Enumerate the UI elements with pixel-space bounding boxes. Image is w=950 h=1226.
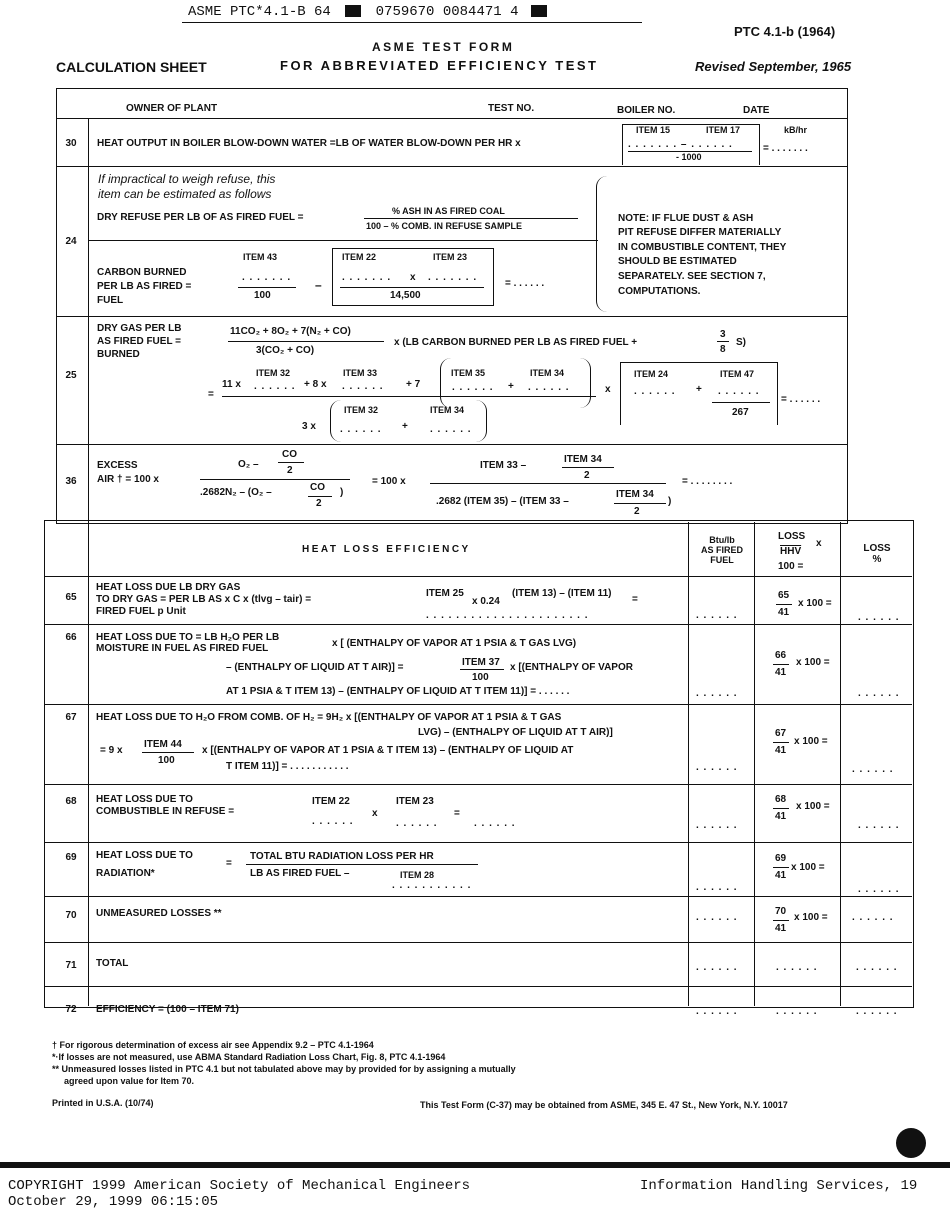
boiler-no-label: BOILER NO. bbox=[617, 105, 676, 116]
loss-pct-column-divider bbox=[840, 522, 841, 1006]
row68-frac-line bbox=[773, 808, 789, 809]
row25-dots-34b: . . . . . . bbox=[430, 424, 472, 435]
row-line bbox=[44, 576, 912, 577]
row24-note3: IN COMBUSTIBLE CONTENT, THEY bbox=[618, 242, 787, 253]
row-line bbox=[44, 842, 912, 843]
row70-x100: x 100 = bbox=[794, 912, 828, 923]
row66-x100: x 100 = bbox=[796, 657, 830, 668]
row25-eq: = bbox=[208, 389, 214, 400]
row25-dots-35: . . . . . . bbox=[452, 382, 494, 393]
row69-eq: = bbox=[226, 858, 232, 869]
row-line bbox=[44, 704, 912, 705]
loss-header-title: HEAT LOSS EFFICIENCY bbox=[302, 544, 471, 555]
row36-two3: 2 bbox=[584, 470, 590, 481]
row25-plus: + bbox=[508, 381, 514, 392]
row-number-36: 36 bbox=[65, 476, 77, 487]
revised-date: Revised September, 1965 bbox=[695, 59, 852, 74]
row25-l2: AS FIRED FUEL = bbox=[97, 336, 181, 347]
row24-note5: SEPARATELY. SEE SECTION 7, bbox=[618, 271, 766, 282]
loss-pct-header-2: % bbox=[872, 554, 882, 565]
row69-frac-d: 41 bbox=[775, 870, 787, 881]
loss-hhv-header-x: x bbox=[816, 538, 822, 549]
row25-paren-right bbox=[580, 358, 591, 408]
row25-dots-24: . . . . . . bbox=[634, 386, 676, 397]
row69-item28: ITEM 28 bbox=[400, 870, 435, 880]
row-number-30: 30 bbox=[65, 138, 77, 149]
row-number-24: 24 bbox=[65, 236, 77, 247]
form-title-line2: FOR ABBREVIATED EFFICIENCY TEST bbox=[280, 58, 599, 73]
row25-item35: ITEM 35 bbox=[451, 368, 486, 378]
row24-carbon2: PER LB AS FIRED = bbox=[97, 281, 192, 292]
row25-l1: DRY GAS PER LB bbox=[97, 323, 182, 334]
row-number-67: 67 bbox=[65, 712, 77, 723]
row30-dots: . . . . . . . – . . . . . . bbox=[628, 139, 733, 150]
row36-co2: CO bbox=[310, 482, 325, 493]
row66-l1: HEAT LOSS DUE TO = LB H₂O PER LB bbox=[96, 632, 280, 643]
row30-denominator: - 1000 bbox=[676, 152, 702, 162]
row68-l1: HEAT LOSS DUE TO bbox=[96, 794, 193, 805]
row67-item44: ITEM 44 bbox=[144, 739, 182, 750]
row25-item32b: ITEM 32 bbox=[344, 405, 379, 415]
row25-paren-left bbox=[440, 358, 451, 408]
row68-eq: = bbox=[454, 808, 460, 819]
footnote-2: *·If losses are not measured, use ABMA Standard Radiation Loss Chart, Fig. 8, PTC 4.1-1964 bbox=[52, 1052, 446, 1062]
btu-header-line2: AS FIRED bbox=[700, 545, 743, 555]
row24-pct-comb: 100 – % COMB. IN REFUSE SAMPLE bbox=[366, 221, 523, 231]
row24-note-paren bbox=[596, 176, 607, 312]
row67-frac-d: 41 bbox=[775, 745, 787, 756]
row67-frac-line2 bbox=[773, 742, 789, 743]
btu-header-line1: Btu/lb bbox=[709, 535, 735, 545]
owner-of-plant-label: OWNER OF PLANT bbox=[126, 103, 218, 114]
loss-hhv-header-2: $\overline{HHV}$ bbox=[780, 546, 802, 557]
row25-c7: + 7 bbox=[406, 379, 421, 390]
row65-frac-line bbox=[776, 604, 792, 605]
row68-x100: x 100 = bbox=[796, 801, 830, 812]
row-number-68: 68 bbox=[65, 796, 77, 807]
row66-l3: – (ENTHALPY OF LIQUID AT T AIR)] = bbox=[226, 662, 404, 673]
row67-l1: HEAT LOSS DUE TO H₂O FROM COMB. OF H₂ = 9H₂ x [(ENTHALPY OF VAPOR AT 1 PSIA & T GAS bbox=[96, 712, 562, 723]
row69-num-text: TOTAL BTU RADIATION LOSS PER HR bbox=[250, 851, 434, 862]
row36-main-line2 bbox=[430, 483, 666, 484]
row65-btu-dots: . . . . . . bbox=[696, 610, 738, 621]
row24-item23: ITEM 23 bbox=[433, 252, 468, 262]
row25-dots-33: . . . . . . bbox=[342, 381, 384, 392]
row67-l3b: x [(ENTHALPY OF VAPOR AT 1 PSIA & T ITEM 13) – (ENTHALPY OF LIQUID AT bbox=[202, 745, 574, 756]
footer-datetime: October 29, 1999 06:15:05 bbox=[8, 1194, 219, 1210]
row25-267: 267 bbox=[732, 407, 749, 418]
date-label: DATE bbox=[743, 105, 770, 116]
row36-item34: ITEM 34 bbox=[564, 454, 602, 465]
row70-frac-line bbox=[773, 920, 789, 921]
btu-column-divider bbox=[688, 522, 689, 1006]
row70-text: UNMEASURED LOSSES ** bbox=[96, 908, 222, 919]
row70-frac-n: 70 bbox=[775, 906, 787, 917]
row36-two2: 2 bbox=[316, 498, 322, 509]
row24-note4: SHOULD BE ESTIMATED bbox=[618, 256, 737, 267]
row25-item33: ITEM 33 bbox=[343, 368, 378, 378]
black-block-icon bbox=[531, 5, 547, 17]
row66-l4: AT 1 PSIA & T ITEM 13) – (ENTHALPY OF LIQUID AT T ITEM 11)] = . . . . . . bbox=[226, 686, 570, 697]
row65-x100: x 100 = bbox=[798, 598, 832, 609]
row25-dots-32: . . . . . . bbox=[254, 381, 296, 392]
row-number-71: 71 bbox=[65, 960, 77, 971]
row24-dots-item43: . . . . . . . bbox=[242, 272, 292, 283]
ptc-ref: PTC 4.1-b (1964) bbox=[734, 24, 836, 39]
row66-frac-line2 bbox=[773, 664, 789, 665]
row69-btu-dots: . . . . . . bbox=[696, 882, 738, 893]
row36-item34-line bbox=[562, 467, 614, 468]
row24-fraction-line-43 bbox=[238, 287, 296, 288]
row25-c8: + 8 x bbox=[304, 379, 327, 390]
row25-item24: ITEM 24 bbox=[634, 369, 669, 379]
row36-item34b: ITEM 34 bbox=[616, 489, 654, 500]
row69-l2: RADIATION* bbox=[96, 868, 155, 879]
row24-item43: ITEM 43 bbox=[243, 252, 278, 262]
row36-main-line bbox=[200, 479, 350, 480]
row66-l3b: x [(ENTHALPY OF VAPOR bbox=[510, 662, 633, 673]
row24-dots-item23: . . . . . . . bbox=[428, 272, 478, 283]
row25-dots-47: . . . . . . bbox=[718, 386, 760, 397]
row72-mid-dots: . . . . . . bbox=[776, 1006, 818, 1017]
doc-code-number: 0759670 0084471 4 bbox=[375, 4, 519, 20]
row25-item34: ITEM 34 bbox=[530, 368, 565, 378]
row68-item22: ITEM 22 bbox=[312, 796, 350, 807]
row68-dots-22: . . . . . . bbox=[312, 816, 354, 827]
row25-paren-left2 bbox=[330, 400, 341, 442]
row25-paren-right2 bbox=[476, 400, 487, 442]
row66-item37: ITEM 37 bbox=[462, 657, 500, 668]
row70-pct-dots: . . . . . . bbox=[852, 912, 894, 923]
row24-pct-ash: % ASH IN AS FIRED COAL bbox=[392, 206, 505, 216]
row24-dry-refuse: DRY REFUSE PER LB OF AS FIRED FUEL = bbox=[97, 212, 304, 223]
row24-note6: COMPUTATIONS. bbox=[618, 286, 701, 297]
row25-frac38-num: 3 bbox=[720, 329, 726, 340]
row65-l2: TO DRY GAS = PER LB AS x C x (tlvg – tair) = bbox=[96, 594, 312, 605]
row25-frac38-den: 8 bbox=[720, 344, 726, 355]
row68-frac-n: 68 bbox=[775, 794, 787, 805]
row72-pct-dots: . . . . . . bbox=[856, 1006, 898, 1017]
row24-note2: PIT REFUSE DIFFER MATERIALLY bbox=[618, 227, 782, 238]
number-column-divider bbox=[88, 118, 89, 1006]
printed-in: Printed in U.S.A. (10/74) bbox=[52, 1098, 154, 1108]
header-rule bbox=[182, 22, 642, 23]
row36-co2-line bbox=[308, 496, 332, 497]
row68-times: x bbox=[372, 808, 378, 819]
row-line bbox=[44, 986, 912, 987]
row66-btu-dots: . . . . . . bbox=[696, 688, 738, 699]
row24-times: x bbox=[410, 272, 416, 283]
row25-dots-32b: . . . . . . bbox=[340, 424, 382, 435]
row-line bbox=[56, 166, 848, 167]
row-line bbox=[44, 942, 912, 943]
form-title-line1: ASME TEST FORM bbox=[372, 40, 515, 54]
footer-ihs: Information Handling Services, 19 bbox=[640, 1178, 918, 1194]
row71-pct-dots: . . . . . . bbox=[856, 962, 898, 973]
row70-frac-d: 41 bbox=[775, 923, 787, 934]
test-no-label: TEST NO. bbox=[488, 103, 535, 114]
loss-pct-header-1: LOSS bbox=[863, 543, 891, 554]
row-line bbox=[56, 316, 848, 317]
row65-eq: = bbox=[632, 594, 638, 605]
row69-den-text: LB AS FIRED FUEL – bbox=[250, 868, 350, 879]
row24-14500: 14,500 bbox=[390, 290, 421, 301]
row25-frac38-line bbox=[717, 341, 729, 342]
loss-hhv-header-3: 100 = bbox=[778, 561, 804, 572]
row36-l1: EXCESS bbox=[97, 460, 138, 471]
row24-note1: NOTE: IF FLUE DUST & ASH bbox=[618, 213, 754, 224]
row25-c3: 3 x bbox=[302, 421, 316, 432]
row25-dots-34: . . . . . . bbox=[528, 382, 570, 393]
row-line bbox=[44, 624, 912, 625]
doc-code-text: ASME PTC*4.1-B 64 bbox=[188, 4, 331, 20]
row24-inner-line bbox=[88, 240, 598, 241]
row67-frac-line bbox=[142, 752, 194, 753]
row68-pct-dots: . . . . . . bbox=[858, 820, 900, 831]
row30-text: HEAT OUTPUT IN BOILER BLOW-DOWN WATER =LB OF WATER BLOW-DOWN PER HR x bbox=[97, 138, 521, 149]
btu-header-line3: FUEL bbox=[710, 555, 734, 565]
row65-l1: HEAT LOSS DUE LB DRY GAS bbox=[96, 582, 241, 593]
row36-l2: AIR † = 100 x bbox=[97, 474, 159, 485]
row36-den2-close: ) bbox=[668, 496, 672, 507]
row67-l2: LVG) – (ENTHALPY OF LIQUID AT T AIR)] bbox=[418, 727, 613, 738]
row24-note-italic2: item can be estimated as follows bbox=[98, 187, 272, 201]
row-number-66: 66 bbox=[65, 632, 77, 643]
row69-x100: x 100 = bbox=[791, 862, 825, 873]
row65-frac-d: 41 bbox=[778, 607, 790, 618]
row-line bbox=[44, 896, 912, 897]
row65-l3: FIRED FUEL p Unit bbox=[96, 606, 186, 617]
row70-btu-dots: . . . . . . bbox=[696, 912, 738, 923]
row69-frac-line2 bbox=[773, 867, 789, 868]
row25-tail-s: S) bbox=[736, 337, 746, 348]
row65-item25: ITEM 25 bbox=[426, 588, 464, 599]
calculation-sheet-label: CALCULATION SHEET bbox=[56, 59, 207, 75]
row68-l2: COMBUSTIBLE IN REFUSE = bbox=[96, 806, 235, 817]
row36-den-close: ) bbox=[340, 487, 344, 498]
row66-l1b: x [ (ENTHALPY OF VAPOR AT 1 PSIA & T GAS LVG) bbox=[332, 638, 577, 649]
row-number-69: 69 bbox=[65, 852, 77, 863]
row68-dots-23: . . . . . . bbox=[396, 818, 438, 829]
row65-frac-n: 65 bbox=[778, 590, 790, 601]
row36-o2: O₂ – bbox=[238, 459, 259, 470]
row72-text: EFFICIENCY = (100 – ITEM 71) bbox=[96, 1004, 239, 1015]
row25-times: x bbox=[605, 384, 611, 395]
row36-two4: 2 bbox=[634, 506, 640, 517]
row-line bbox=[44, 784, 912, 785]
row66-pct-dots: . . . . . . bbox=[858, 688, 900, 699]
row66-frac-line bbox=[460, 669, 504, 670]
row24-fraction-line-14500 bbox=[340, 287, 484, 288]
row72-btu-dots: . . . . . . bbox=[696, 1006, 738, 1017]
row67-l3a: = 9 x bbox=[100, 745, 123, 756]
obtain-from: This Test Form (C-37) may be obtained from ASME, 345 E. 47 St., New York, N.Y. 10017 bbox=[420, 1100, 788, 1110]
row25-item47: ITEM 47 bbox=[720, 369, 755, 379]
row36-co-line bbox=[278, 462, 304, 463]
row24-item22: ITEM 22 bbox=[342, 252, 377, 262]
row68-btu-dots: . . . . . . bbox=[696, 820, 738, 831]
row69-l1: HEAT LOSS DUE TO bbox=[96, 850, 193, 861]
row30-result: = . . . . . . . bbox=[763, 143, 808, 154]
row24-note-italic1: If impractical to weigh refuse, this bbox=[98, 172, 276, 186]
row36-item34b-line bbox=[614, 503, 666, 504]
row30-item15: ITEM 15 bbox=[636, 125, 671, 135]
row71-text: TOTAL bbox=[96, 958, 129, 969]
footnote-4: agreed upon value for Item 70. bbox=[64, 1076, 195, 1086]
row25-num-expr: 11CO₂ + 8O₂ + 7(N₂ + CO) bbox=[230, 326, 351, 337]
row25-c11: 11 x bbox=[222, 379, 241, 390]
row-number-65: 65 bbox=[65, 592, 77, 603]
row69-frac-line bbox=[246, 864, 478, 865]
row68-item23: ITEM 23 bbox=[396, 796, 434, 807]
row36-co: CO bbox=[282, 449, 297, 460]
row24-result: = . . . . . . bbox=[505, 278, 545, 289]
row66-l2: MOISTURE IN FUEL AS FIRED FUEL bbox=[96, 643, 269, 654]
row25-den-expr: 3(CO₂ + CO) bbox=[256, 345, 315, 356]
row69-dots: . . . . . . . . . . . bbox=[392, 880, 472, 891]
loss-pct-header bbox=[842, 543, 912, 565]
row25-item34b: ITEM 34 bbox=[430, 405, 465, 415]
row69-frac-n: 69 bbox=[775, 853, 787, 864]
row24-hundred: 100 bbox=[254, 290, 271, 301]
row24-fraction-line bbox=[364, 218, 578, 219]
row30-item17: ITEM 17 bbox=[706, 125, 741, 135]
scan-edge-bar bbox=[0, 1162, 950, 1168]
footer-copyright: COPYRIGHT 1999 American Society of Mechanical Engineers bbox=[8, 1178, 471, 1194]
footnote-3: ** Unmeasured losses listed in PTC 4.1 but not tabulated above may by provided for by assigning a mutually bbox=[52, 1064, 516, 1074]
row66-h100: 100 bbox=[472, 672, 489, 683]
row36-result: = . . . . . . . . bbox=[682, 476, 733, 487]
row69-pct-dots: . . . . . . bbox=[858, 884, 900, 895]
row36-eq100: = 100 x bbox=[372, 476, 406, 487]
row-number-72: 72 bbox=[65, 1004, 77, 1015]
row67-frac-n: 67 bbox=[775, 728, 787, 739]
row36-den: .2682N₂ – (O₂ – bbox=[200, 487, 272, 498]
row67-h100: 100 bbox=[158, 755, 175, 766]
row-line bbox=[56, 444, 848, 445]
row67-btu-dots: . . . . . . bbox=[696, 762, 738, 773]
loss-hhv-header-1: LOSS bbox=[778, 531, 806, 542]
row67-pct-dots: . . . . . . bbox=[852, 764, 894, 775]
btu-header bbox=[690, 535, 754, 565]
row-number-25: 25 bbox=[65, 370, 77, 381]
row25-plus2: + bbox=[696, 384, 702, 395]
row25-tail: x (LB CARBON BURNED PER LB AS FIRED FUEL + bbox=[394, 337, 638, 348]
row67-x100: x 100 = bbox=[794, 736, 828, 747]
row25-item32: ITEM 32 bbox=[256, 368, 291, 378]
row68-dots-result: . . . . . . bbox=[474, 818, 516, 829]
row-line bbox=[56, 118, 848, 119]
row71-mid-dots: . . . . . . bbox=[776, 962, 818, 973]
row67-l4: T ITEM 11)] = . . . . . . . . . . . bbox=[226, 761, 349, 772]
row24-dots-item22: . . . . . . . bbox=[342, 272, 392, 283]
row24-minus: – bbox=[315, 278, 322, 292]
row65-item13-11: (ITEM 13) – (ITEM 11) bbox=[512, 588, 612, 599]
row-number-70: 70 bbox=[65, 910, 77, 921]
doc-code bbox=[188, 4, 547, 20]
row25-main-fraction-line bbox=[222, 396, 596, 397]
loss-hhv-column-divider bbox=[754, 522, 755, 1006]
row25-plus3: + bbox=[402, 421, 408, 432]
registration-dot-icon bbox=[896, 1128, 926, 1158]
row66-frac-n: 66 bbox=[775, 650, 787, 661]
row25-fraction-line bbox=[228, 341, 384, 342]
footnote-1: † For rigorous determination of excess air see Appendix 9.2 – PTC 4.1-1964 bbox=[52, 1040, 374, 1050]
row68-frac-d: 41 bbox=[775, 811, 787, 822]
row36-den2: .2682 (ITEM 35) – (ITEM 33 – bbox=[436, 496, 569, 507]
row25-result: = . . . . . . bbox=[781, 394, 821, 405]
row65-pct-dots: . . . . . . bbox=[858, 612, 900, 623]
row65-x024: x 0.24 bbox=[472, 596, 500, 607]
row36-item33: ITEM 33 – bbox=[480, 460, 527, 471]
row24-carbon1: CARBON BURNED bbox=[97, 267, 187, 278]
row71-btu-dots: . . . . . . bbox=[696, 962, 738, 973]
black-block-icon bbox=[345, 5, 361, 17]
row25-fraction-267 bbox=[712, 402, 770, 403]
row30-unit: kB/hr bbox=[784, 125, 808, 135]
row36-two: 2 bbox=[287, 465, 293, 476]
row25-l3: BURNED bbox=[97, 349, 140, 360]
row24-carbon3: FUEL bbox=[97, 295, 124, 306]
row66-frac-d: 41 bbox=[775, 667, 787, 678]
row65-dots: . . . . . . . . . . . . . . . . . . . . . . bbox=[426, 610, 589, 621]
